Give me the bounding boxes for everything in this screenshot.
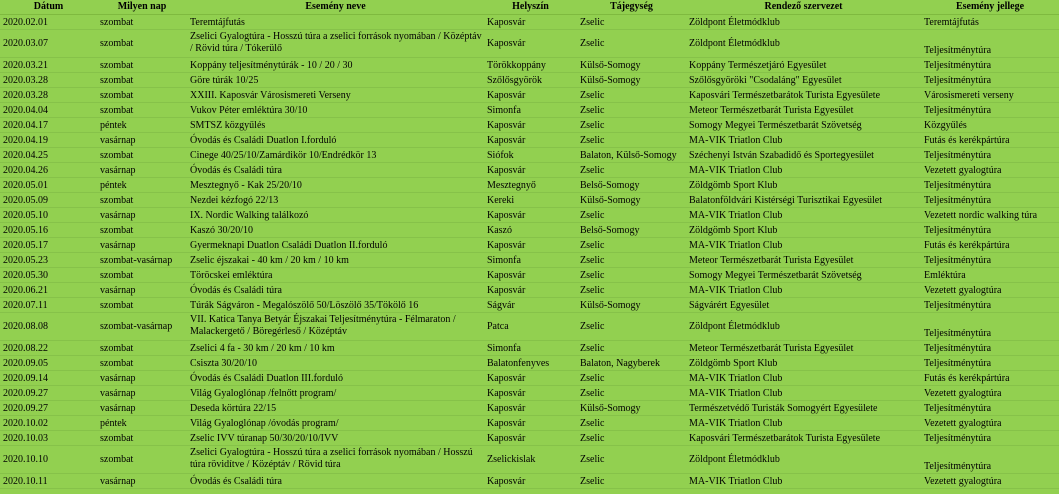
event-type-cell: Futás és kerékpártúra [921,133,1059,148]
weekday-cell: szombat-vasárnap [97,253,187,268]
date-cell: 2020.09.27 [0,401,97,416]
region-cell: Zselic [577,341,686,356]
location-cell: Kaposvár [484,386,577,401]
weekday-cell: vasárnap [97,386,187,401]
region-cell: Zselic [577,283,686,298]
date-cell: 2020.09.14 [0,371,97,386]
region-cell: Külső-Somogy [577,73,686,88]
organizer-cell: Balatonföldvári Kistérségi Turisztikai Egyesület [686,193,921,208]
organizer-cell: MA-VIK Triatlon Club [686,416,921,431]
region-cell: Zselic [577,118,686,133]
organizer-cell: Koppány Természetjáró Egyesület [686,58,921,73]
location-cell: Mesztegnyő [484,178,577,193]
organizer-cell: MA-VIK Triatlon Club [686,386,921,401]
location-cell: Törökkoppány [484,58,577,73]
region-cell: Zselic [577,386,686,401]
header-date: Dátum [0,0,97,15]
event-type-cell: Teljesítménytúra [921,58,1059,73]
event-name-cell: VII. Katica Tanya Betyár Éjszakai Teljesítménytúra - Félmaraton / Malackergető / Böregérleső / Középtáv [187,313,484,341]
weekday-cell: szombat [97,431,187,446]
event-type-cell: Teljesítménytúra [921,30,1059,58]
event-type-cell: Vezetett gyalogtúra [921,386,1059,401]
event-name-cell: Túrák Ságváron - Megalószölő 50/Löszölő 35/Tökölő 16 [187,298,484,313]
event-name-cell: Óvodás és Családi túra [187,163,484,178]
event-name-cell: Zselici Gyalogtúra - Hosszú túra a zselici források nyomában / Hosszú túra rövidítve / Középtáv / Rövid túra [187,446,484,474]
organizer-cell: Széchenyi István Szabadidő és Sportegyesület [686,148,921,163]
event-name-cell: Teremtájfutás [187,15,484,30]
region-cell: Külső-Somogy [577,298,686,313]
region-cell: Zselic [577,268,686,283]
weekday-cell: szombat [97,356,187,371]
date-cell: 2020.07.11 [0,298,97,313]
event-name-cell: Koppány teljesítménytúrák - 10 / 20 / 30 [187,58,484,73]
location-cell: Siófok [484,148,577,163]
location-cell: Simonfa [484,341,577,356]
date-cell: 2020.10.03 [0,431,97,446]
location-cell: Kaposvár [484,163,577,178]
table-row [0,446,1059,474]
event-type-cell: Emléktúra [921,268,1059,283]
weekday-cell: vasárnap [97,133,187,148]
event-name-cell: Vukov Péter emléktúra 30/10 [187,103,484,118]
location-cell: Ságvár [484,298,577,313]
location-cell: Kaposvár [484,208,577,223]
organizer-cell: Meteor Természetbarát Turista Egyesület [686,103,921,118]
weekday-cell: vasárnap [97,401,187,416]
date-cell: 2020.03.21 [0,58,97,73]
region-cell: Zselic [577,133,686,148]
event-name-cell: Zselici 4 fa - 30 km / 20 km / 10 km [187,341,484,356]
weekday-cell: vasárnap [97,474,187,489]
date-cell: 2020.02.01 [0,15,97,30]
organizer-cell: Zöldpont Életmódklub [686,446,921,474]
header-event-type: Esemény jellege [921,0,1059,15]
event-type-cell: Teljesítménytúra [921,313,1059,341]
event-name-cell: Világ Gyaloglónap /felnőtt program/ [187,386,484,401]
location-cell: Kaposvár [484,401,577,416]
region-cell: Zselic [577,371,686,386]
event-type-cell: Teljesítménytúra [921,446,1059,474]
table-row [0,371,1059,386]
event-name-cell: IX. Nordic Walking találkozó [187,208,484,223]
weekday-cell: szombat [97,15,187,30]
table-row [0,103,1059,118]
organizer-cell: Szőlősgyöröki "Csodaláng" Egyesület [686,73,921,88]
event-type-cell: Vezetett gyalogtúra [921,416,1059,431]
table-body [0,15,1059,489]
event-name-cell: Óvodás és Családi Duatlon I.forduló [187,133,484,148]
location-cell: Kaszó [484,223,577,238]
table-row [0,283,1059,298]
region-cell: Külső-Somogy [577,401,686,416]
table-row [0,30,1059,58]
event-type-cell: Futás és kerékpártúra [921,371,1059,386]
event-type-cell: Teljesítménytúra [921,253,1059,268]
region-cell: Zselic [577,253,686,268]
organizer-cell: MA-VIK Triatlon Club [686,133,921,148]
weekday-cell: szombat [97,223,187,238]
event-type-cell: Vezetett gyalogtúra [921,283,1059,298]
location-cell: Kaposvár [484,268,577,283]
event-type-cell: Városismereti verseny [921,88,1059,103]
event-type-cell: Teljesítménytúra [921,223,1059,238]
event-type-cell: Vezetett nordic walking túra [921,208,1059,223]
weekday-cell: szombat [97,148,187,163]
organizer-cell: Természetvédő Turisták Somogyért Egyesülete [686,401,921,416]
table-row [0,416,1059,431]
region-cell: Zselic [577,163,686,178]
organizer-cell: Meteor Természetbarát Turista Egyesület [686,341,921,356]
date-cell: 2020.09.27 [0,386,97,401]
location-cell: Kaposvár [484,431,577,446]
region-cell: Belső-Somogy [577,223,686,238]
region-cell: Zselic [577,474,686,489]
table-row [0,148,1059,163]
region-cell: Zselic [577,15,686,30]
location-cell: Kaposvár [484,88,577,103]
organizer-cell: Meteor Természetbarát Turista Egyesület [686,253,921,268]
event-type-cell: Teljesítménytúra [921,103,1059,118]
event-type-cell: Teljesítménytúra [921,73,1059,88]
table-row [0,474,1059,489]
weekday-cell: vasárnap [97,283,187,298]
event-name-cell: Cinege 40/25/10/Zamárdikör 10/Endrédkör 13 [187,148,484,163]
organizer-cell: Zöldpont Életmódklub [686,30,921,58]
weekday-cell: szombat [97,446,187,474]
header-event-name: Esemény neve [187,0,484,15]
region-cell: Belső-Somogy [577,178,686,193]
weekday-cell: vasárnap [97,371,187,386]
table-row [0,15,1059,30]
location-cell: Kaposvár [484,474,577,489]
table-row [0,268,1059,283]
event-type-cell: Teljesítménytúra [921,193,1059,208]
date-cell: 2020.03.07 [0,30,97,58]
weekday-cell: szombat-vasárnap [97,313,187,341]
table-row [0,223,1059,238]
date-cell: 2020.03.28 [0,88,97,103]
weekday-cell: szombat [97,268,187,283]
event-name-cell: Mesztegnyő - Kak 25/20/10 [187,178,484,193]
date-cell: 2020.03.28 [0,73,97,88]
organizer-cell: Zöldgömb Sport Klub [686,178,921,193]
region-cell: Balaton, Nagyberek [577,356,686,371]
date-cell: 2020.04.25 [0,148,97,163]
table-row [0,238,1059,253]
table-row [0,73,1059,88]
organizer-cell: MA-VIK Triatlon Club [686,371,921,386]
location-cell: Kaposvár [484,118,577,133]
table-header [0,0,1059,15]
date-cell: 2020.09.05 [0,356,97,371]
organizer-cell: Kaposvári Természetbarátok Turista Egyesülete [686,431,921,446]
weekday-cell: szombat [97,30,187,58]
event-name-cell: Óvodás és Családi túra [187,474,484,489]
date-cell: 2020.08.22 [0,341,97,356]
event-type-cell: Futás és kerékpártúra [921,238,1059,253]
location-cell: Kaposvár [484,416,577,431]
table-row [0,313,1059,341]
event-name-cell: Deseda körtúra 22/15 [187,401,484,416]
date-cell: 2020.10.10 [0,446,97,474]
date-cell: 2020.05.09 [0,193,97,208]
location-cell: Simonfa [484,103,577,118]
table-row [0,386,1059,401]
date-cell: 2020.06.21 [0,283,97,298]
table-row [0,341,1059,356]
location-cell: Kaposvár [484,30,577,58]
event-name-cell: Óvodás és Családi túra [187,283,484,298]
date-cell: 2020.05.10 [0,208,97,223]
event-name-cell: Kaszó 30/20/10 [187,223,484,238]
weekday-cell: vasárnap [97,208,187,223]
region-cell: Zselic [577,103,686,118]
header-location: Helyszín [484,0,577,15]
weekday-cell: szombat [97,193,187,208]
event-name-cell: Óvodás és Családi Duatlon III.forduló [187,371,484,386]
location-cell: Kaposvár [484,15,577,30]
table-row [0,133,1059,148]
event-name-cell: XXIII. Kaposvár Városismereti Verseny [187,88,484,103]
organizer-cell: MA-VIK Triatlon Club [686,208,921,223]
table-row [0,356,1059,371]
date-cell: 2020.05.01 [0,178,97,193]
event-name-cell: Töröcskei emléktúra [187,268,484,283]
event-name-cell: SMTSZ közgyűlés [187,118,484,133]
location-cell: Zselickislak [484,446,577,474]
location-cell: Patca [484,313,577,341]
weekday-cell: vasárnap [97,238,187,253]
organizer-cell: MA-VIK Triatlon Club [686,283,921,298]
date-cell: 2020.05.30 [0,268,97,283]
event-name-cell: Világ Gyaloglónap /óvodás program/ [187,416,484,431]
table-row [0,431,1059,446]
event-type-cell: Vezetett gyalogtúra [921,474,1059,489]
event-type-cell: Teremtájfutás [921,15,1059,30]
date-cell: 2020.10.02 [0,416,97,431]
location-cell: Kaposvár [484,238,577,253]
event-name-cell: Zselici Gyalogtúra - Hosszú túra a zselici források nyomában / Középtáv / Rövid túra / Tókerülő [187,30,484,58]
organizer-cell: Kaposvári Természetbarátok Turista Egyesülete [686,88,921,103]
location-cell: Kaposvár [484,133,577,148]
table-row [0,88,1059,103]
date-cell: 2020.05.23 [0,253,97,268]
table-row [0,163,1059,178]
organizer-cell: Somogy Megyei Természetbarát Szövetség [686,118,921,133]
weekday-cell: vasárnap [97,163,187,178]
date-cell: 2020.10.11 [0,474,97,489]
organizer-cell: Zöldgömb Sport Klub [686,223,921,238]
location-cell: Kaposvár [484,371,577,386]
weekday-cell: szombat [97,58,187,73]
table-row [0,401,1059,416]
weekday-cell: szombat [97,298,187,313]
region-cell: Zselic [577,313,686,341]
organizer-cell: MA-VIK Triatlon Club [686,163,921,178]
weekday-cell: szombat [97,103,187,118]
event-name-cell: Gyermeknapi Duatlon Családi Duatlon II.forduló [187,238,484,253]
header-row [0,0,1059,15]
organizer-cell: Ságvárért Egyesület [686,298,921,313]
event-name-cell: Nezdei kézfogó 22/13 [187,193,484,208]
header-region: Tájegység [577,0,686,15]
date-cell: 2020.05.17 [0,238,97,253]
table-row [0,118,1059,133]
region-cell: Külső-Somogy [577,193,686,208]
location-cell: Kaposvár [484,283,577,298]
region-cell: Zselic [577,431,686,446]
organizer-cell: MA-VIK Triatlon Club [686,238,921,253]
date-cell: 2020.04.19 [0,133,97,148]
header-organizer: Rendező szervezet [686,0,921,15]
region-cell: Zselic [577,208,686,223]
location-cell: Szőlősgyörök [484,73,577,88]
location-cell: Balatonfenyves [484,356,577,371]
event-type-cell: Teljesítménytúra [921,298,1059,313]
organizer-cell: Zöldgömb Sport Klub [686,356,921,371]
weekday-cell: péntek [97,118,187,133]
organizer-cell: Zöldpont Életmódklub [686,15,921,30]
table-row [0,208,1059,223]
region-cell: Zselic [577,238,686,253]
table-row [0,298,1059,313]
event-type-cell: Teljesítménytúra [921,401,1059,416]
region-cell: Zselic [577,88,686,103]
event-type-cell: Teljesítménytúra [921,356,1059,371]
region-cell: Zselic [577,30,686,58]
event-type-cell: Teljesítménytúra [921,341,1059,356]
location-cell: Kereki [484,193,577,208]
region-cell: Balaton, Külső-Somogy [577,148,686,163]
organizer-cell: Zöldpont Életmódklub [686,313,921,341]
table-row [0,193,1059,208]
event-type-cell: Teljesítménytúra [921,431,1059,446]
header-weekday: Milyen nap [97,0,187,15]
event-name-cell: Csiszta 30/20/10 [187,356,484,371]
date-cell: 2020.08.08 [0,313,97,341]
event-name-cell: Zselic éjszakai - 40 km / 20 km / 10 km [187,253,484,268]
location-cell: Simonfa [484,253,577,268]
table-row [0,253,1059,268]
date-cell: 2020.05.16 [0,223,97,238]
date-cell: 2020.04.26 [0,163,97,178]
weekday-cell: péntek [97,178,187,193]
table-row [0,58,1059,73]
event-type-cell: Közgyűlés [921,118,1059,133]
region-cell: Külső-Somogy [577,58,686,73]
table-row [0,178,1059,193]
date-cell: 2020.04.04 [0,103,97,118]
region-cell: Zselic [577,416,686,431]
event-name-cell: Göre túrák 10/25 [187,73,484,88]
organizer-cell: Somogy Megyei Természetbarát Szövetség [686,268,921,283]
weekday-cell: szombat [97,341,187,356]
event-name-cell: Zselic IVV túranap 50/30/20/10/IVV [187,431,484,446]
event-type-cell: Vezetett gyalogtúra [921,163,1059,178]
region-cell: Zselic [577,446,686,474]
date-cell: 2020.04.17 [0,118,97,133]
weekday-cell: szombat [97,88,187,103]
weekday-cell: szombat [97,73,187,88]
event-type-cell: Teljesítménytúra [921,148,1059,163]
event-type-cell: Teljesítménytúra [921,178,1059,193]
weekday-cell: péntek [97,416,187,431]
organizer-cell: MA-VIK Triatlon Club [686,474,921,489]
